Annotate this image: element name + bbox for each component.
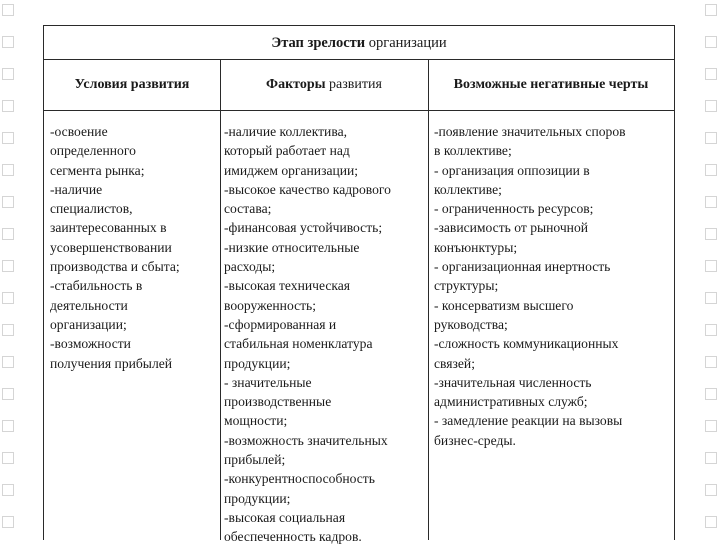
header-factors: Факторы развития [266, 77, 382, 92]
edge-square [2, 36, 14, 48]
edge-square [2, 4, 14, 16]
edge-square [2, 260, 14, 272]
edge-square [2, 324, 14, 336]
edge-square [2, 420, 14, 432]
edge-square [2, 292, 14, 304]
edge-square [705, 292, 717, 304]
edge-square [705, 100, 717, 112]
edge-square [2, 452, 14, 464]
edge-square [705, 196, 717, 208]
header-negatives: Возможные негативные черты [453, 77, 649, 92]
edge-square [705, 484, 717, 496]
cell-negatives: -появление значительных споров в коллективе; - организация оппозиции в коллективе; - ограниченность ресурсов; -зависимость от рыночной конъюнктуры; - организационная инертность структуры; - консерватизм высшего руководства; -сложность коммуникационных связей; -значительная численность административных служб; - замедление реакции на вызовы бизнес-среды. [434, 124, 626, 448]
edge-square [2, 68, 14, 80]
edge-square [2, 228, 14, 240]
edge-square [705, 4, 717, 16]
edge-square [705, 164, 717, 176]
edge-square [2, 196, 14, 208]
table-title [44, 26, 674, 60]
edge-square [2, 100, 14, 112]
cell-factors: -наличие коллектива, который работает над имиджем организации; -высокое качество кадрового состава; -финансовая устойчивость; -низкие относительные расходы; -высокая техническая вооруженность; -сформированная и стабильная номенклатура продукции; - значительные производственные мощности; -возможность значительных прибылей; -конкурентноспособность продукции; -высокая социальная обеспеченность кадров. [224, 124, 391, 545]
column-divider-2 [428, 60, 429, 540]
edge-square [705, 420, 717, 432]
edge-square [2, 164, 14, 176]
edge-square [705, 228, 717, 240]
cell-conditions: -освоение определенного сегмента рынка; -наличие специалистов, заинтересованных в усовершенствовании производства и сбыта; -стабильность в деятельности организации; -возможности получения прибылей [50, 124, 180, 371]
edge-square [705, 324, 717, 336]
edge-square [2, 484, 14, 496]
table-title-bold: Этап зрелости [271, 35, 366, 51]
column-headers [44, 60, 674, 111]
edge-square [705, 388, 717, 400]
edge-square [2, 516, 14, 528]
edge-square [2, 388, 14, 400]
edge-square [705, 452, 717, 464]
maturity-stage-table [43, 25, 675, 545]
edge-square [705, 356, 717, 368]
edge-square [705, 68, 717, 80]
table-title-rest: организации [365, 35, 447, 51]
edge-square [2, 132, 14, 144]
edge-square [2, 356, 14, 368]
column-divider-1 [220, 60, 221, 540]
header-conditions: Условия развития [74, 77, 190, 92]
edge-square [705, 260, 717, 272]
edge-square [705, 516, 717, 528]
edge-square [705, 36, 717, 48]
edge-square [705, 132, 717, 144]
